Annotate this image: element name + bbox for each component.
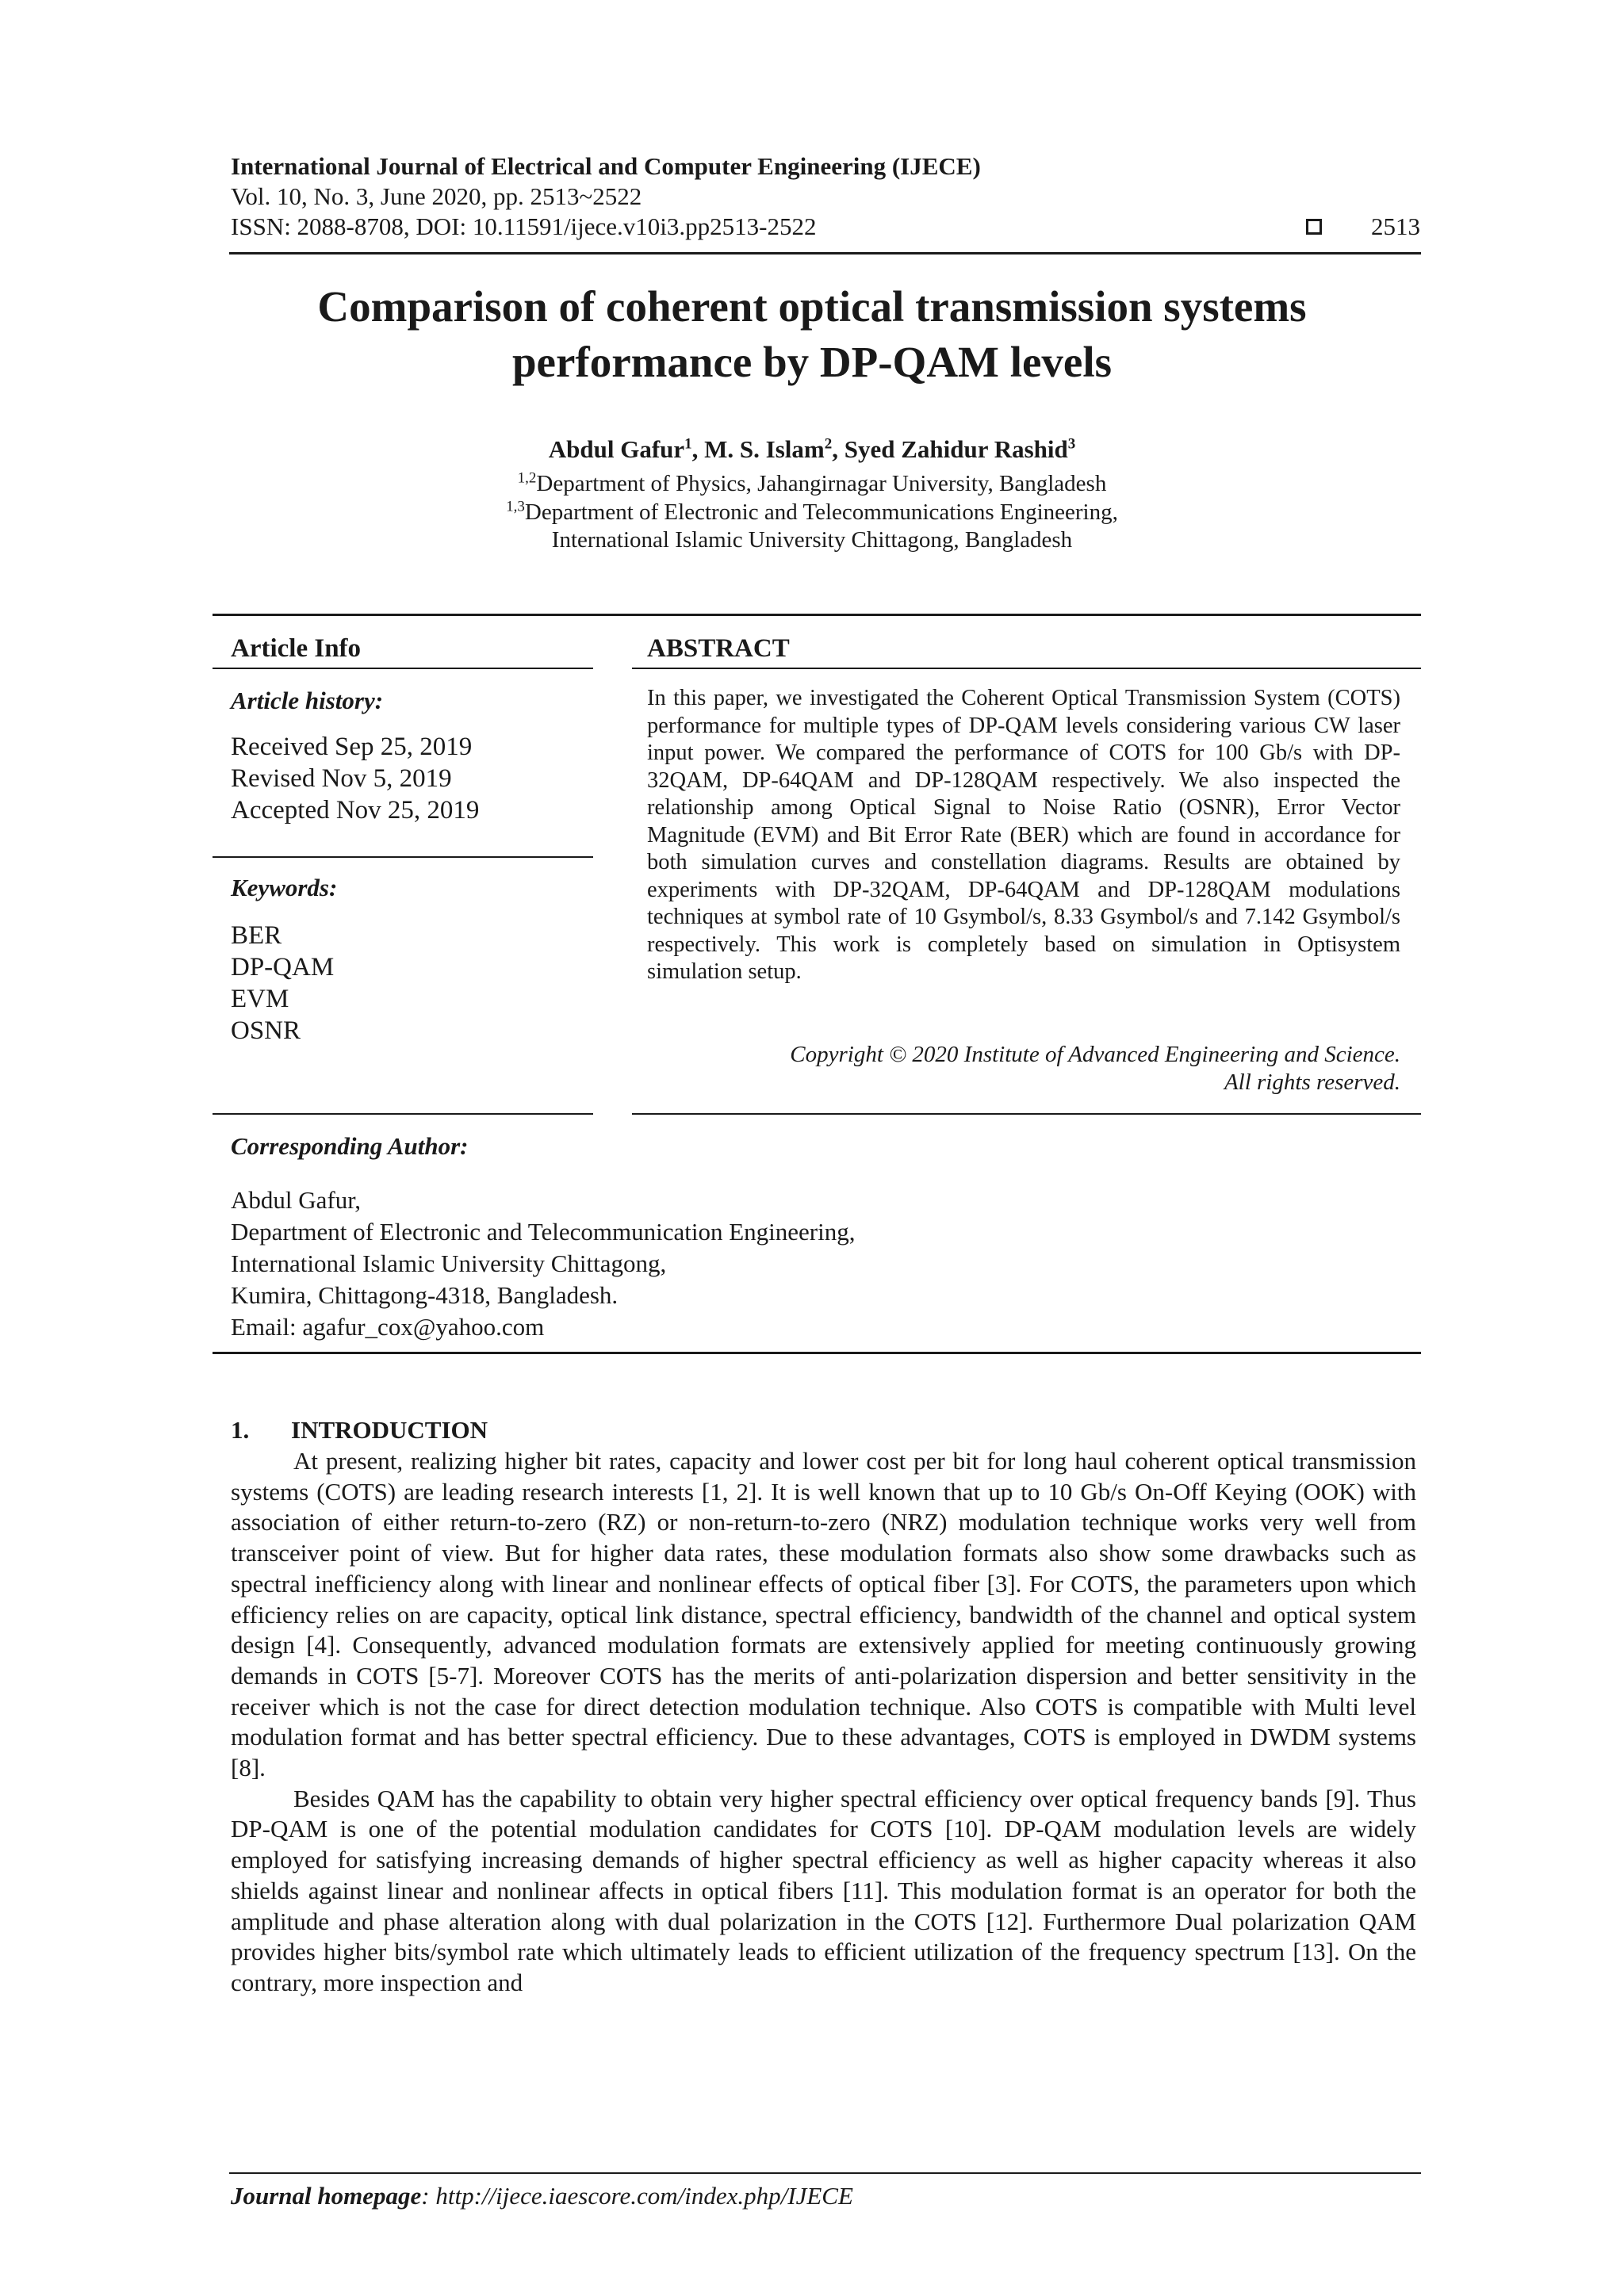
- affiliation-2-continued: International Islamic University Chittagong, Bangladesh: [551, 527, 1073, 553]
- date-received: Received Sep 25, 2019: [231, 733, 473, 761]
- title-line-2: performance by DP-QAM levels: [511, 338, 1113, 386]
- corresponding-author-department: Department of Electronic and Telecommunication Engineering,: [231, 1218, 856, 1246]
- article-info-top-rule: [213, 614, 1421, 616]
- corresponding-author-address: Kumira, Chittagong-4318, Bangladesh.: [231, 1281, 619, 1309]
- introduction-heading: [231, 1416, 488, 1445]
- author-superscript: 3: [1067, 435, 1076, 453]
- keyword-item: BER: [231, 921, 282, 950]
- abstract-heading: ABSTRACT: [647, 634, 790, 663]
- journal-homepage: [231, 2182, 853, 2210]
- corresponding-author-institution: International Islamic University Chittagong,: [231, 1249, 667, 1277]
- author-superscript: 2: [824, 435, 833, 453]
- corresponding-author-heading: Corresponding Author:: [231, 1132, 469, 1160]
- affiliation-text: Department of Electronic and Telecommunications Engineering,: [524, 499, 1118, 525]
- affiliation-1: [238, 471, 1386, 497]
- footer-rule: [229, 2172, 1421, 2174]
- front-matter-bottom-rule: [213, 1352, 1421, 1354]
- author-name: Abdul Gafur: [548, 435, 685, 463]
- title-line-1: Comparison of coherent optical transmission systems: [317, 282, 1307, 331]
- article-history: [231, 731, 479, 826]
- journal-volume: Vol. 10, No. 3, June 2020, pp. 2513~2522: [231, 182, 642, 210]
- journal-name: International Journal of Electrical and Computer Engineering (IJECE): [231, 152, 981, 180]
- article-info-rule: [213, 668, 593, 669]
- author-superscript: 1: [684, 435, 692, 453]
- article-info-bottom-rule: [213, 1113, 593, 1115]
- abstract-text: [647, 685, 1400, 986]
- homepage-label: Journal homepage: [231, 2182, 422, 2210]
- corresponding-author-email: Email: agafur_cox@yahoo.com: [231, 1313, 545, 1341]
- affiliation-text: Department of Physics, Jahangirnagar University, Bangladesh: [536, 471, 1107, 496]
- journal-issn-doi: ISSN: 2088-8708, DOI: 10.11591/ijece.v10i3.pp2513-2522: [231, 212, 817, 240]
- abstract-bottom-rule: [632, 1113, 1421, 1115]
- keyword-item: DP-QAM: [231, 953, 335, 982]
- homepage-url[interactable]: : http://ijece.iaescore.com/index.php/IJECE: [421, 2182, 853, 2210]
- author-name: , M. S. Islam: [691, 435, 825, 463]
- author-name: , Syed Zahidur Rashid: [832, 435, 1068, 463]
- page-number: 2513: [1371, 212, 1420, 240]
- keyword-item: OSNR: [231, 1016, 301, 1045]
- author-list: [238, 435, 1386, 464]
- paper-title: [238, 279, 1386, 390]
- affiliation-superscript: 1,3: [506, 498, 525, 515]
- keywords-heading: Keywords:: [231, 874, 338, 901]
- affiliation-superscript: 1,2: [517, 469, 537, 487]
- keywords-rule: [213, 856, 593, 858]
- header-rule: [229, 252, 1421, 254]
- date-accepted: Accepted Nov 25, 2019: [231, 796, 480, 825]
- corresponding-author-name: Abdul Gafur,: [231, 1186, 362, 1214]
- section-title: INTRODUCTION: [291, 1416, 488, 1444]
- date-revised: Revised Nov 5, 2019: [231, 764, 452, 793]
- introduction-body: [231, 1446, 1416, 1999]
- introduction-paragraph: At present, realizing higher bit rates, capacity and lower cost per bit for long haul coherent optical transmission systems (COTS) are leading research interests [1, 2]. It is well known that up to 10 Gb/s On-Off Keying (OOK) with association of either return-to-zero (RZ) or non-return-to-zero (NRZ) modulation technique works very well from transceiver point of view. But for higher data rates, these modulation formats also show some drawbacks such as spectral inefficiency along with linear and nonlinear effects of optical fiber [3]. For COTS, the parameters upon which efficiency relies on are capacity, optical link distance, spectral efficiency, bandwidth of the channel and optical system design [4]. Consequently, advanced modulation formats are extensively applied for meeting continuously growing demands in COTS [5-7]. Moreover COTS has the merits of anti-polarization dispersion and better sensitivity in the receiver which is not the case for direct detection modulation technique. Also COTS is compatible with Multi level modulation format and has better spectral efficiency. Due to these advantages, COTS is employed in DWDM systems [8].: [231, 1447, 1416, 1782]
- keyword-item: EVM: [231, 985, 289, 1013]
- checkbox-square-icon: [1306, 219, 1322, 235]
- abstract-rule: [632, 668, 1421, 669]
- article-info-heading: Article Info: [231, 634, 362, 663]
- introduction-paragraph: Besides QAM has the capability to obtain very higher spectral efficiency over optical frequency bands [9]. Thus DP-QAM is one of the potential modulation candidates for COTS [10]. DP-QAM modulation levels are widely employed for satisfying increasing demands of higher spectral efficiency as well as higher capacity whereas it also shields against linear and nonlinear affects in optical fibers [11]. This modulation format is an operator for both the amplitude and phase alteration along with dual polarization in the COTS [12]. Furthermore Dual polarization QAM provides higher bits/symbol rate which ultimately leads to efficient utilization of the frequency spectrum [13]. On the contrary, more inspection and: [231, 1784, 1416, 1996]
- affiliation-2: [238, 499, 1386, 526]
- copyright-line-2: All rights reserved.: [1224, 1070, 1400, 1095]
- abstract-paragraph: In this paper, we investigated the Coherent Optical Transmission System (COTS) performance for multiple types of DP-QAM levels considering various CW laser input power. We compared the performance of COTS for 100 Gb/s with DP-32QAM, DP-64QAM and DP-128QAM respectively. We also inspected the relationship among Optical Signal to Noise Ratio (OSNR), Error Vector Magnitude (EVM) and Bit Error Rate (BER) which are found in accordance for both simulation curves and constellation diagrams. Results are obtained by experiments with DP-32QAM, DP-64QAM and DP-128QAM modulations techniques at symbol rate of 10 Gsymbol/s, 8.33 Gsymbol/s and 7.142 Gsymbol/s respectively. This work is completely based on simulation in Optisystem simulation setup.: [647, 686, 1400, 984]
- section-number: 1.: [231, 1416, 250, 1444]
- copyright-line-1: Copyright © 2020 Institute of Advanced Engineering and Science.: [790, 1042, 1400, 1067]
- keywords-list: [231, 920, 334, 1047]
- article-history-heading: Article history:: [231, 687, 384, 714]
- corresponding-author-details: [231, 1184, 855, 1343]
